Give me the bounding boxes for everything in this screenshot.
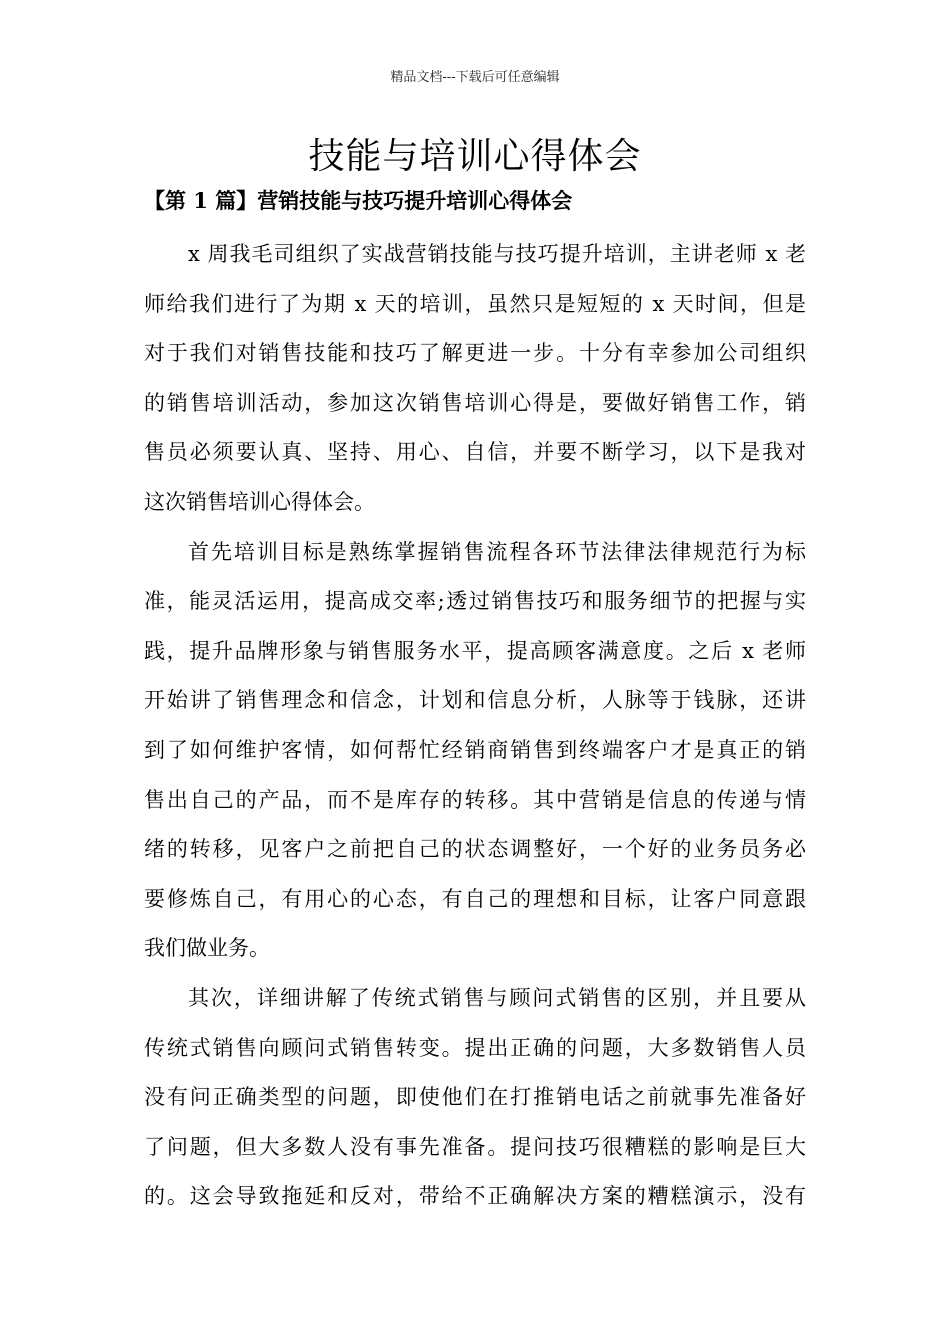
paragraph-1 [144,230,806,528]
text-line: 了问题，但大多数人没有事先准备。提问技巧很糟糕的影响是巨大 [144,1134,806,1159]
text-line: 传统式销售向顾问式销售转变。提出正确的问题，大多数销售人员 [144,1035,806,1060]
text-line: 对于我们对销售技能和技巧了解更进一步。十分有幸参加公司组织 [144,341,806,366]
header-note: 精品文档---下载后可任意编辑 [390,70,560,85]
text-line: 践，提升品牌形象与销售服务水平，提高顾客满意度。之后 x 老师 [144,638,806,663]
text-line: 的销售培训活动，参加这次销售培训心得是，要做好销售工作，销 [144,390,806,415]
document-body [144,230,806,1222]
text-line: 我们做业务。 [144,936,270,961]
text-line: 首先培训目标是熟练掌握销售流程各环节法律法律规范行为标 [188,539,806,564]
text-line: 这次销售培训心得体会。 [144,489,375,514]
text-line: 准，能灵活运用，提高成交率;透过销售技巧和服务细节的把握与实 [144,589,806,614]
text-line: x 周我毛司组织了实战营销技能与技巧提升培训，主讲老师 x 老 [188,242,806,266]
text-line: 售出自己的产品，而不是库存的转移。其中营销是信息的传递与情 [144,787,806,812]
text-line: 开始讲了销售理念和信念，计划和信息分析，人脉等于钱脉，还讲 [144,688,806,713]
section-heading: 【第 1 篇】营销技能与技巧提升培训心得体会 [144,188,573,213]
text-line: 师给我们进行了为期 x 天的培训，虽然只是短短的 x 天时间，但是 [144,291,806,316]
text-line: 售员必须要认真、坚持、用心、自信，并要不断学习，以下是我对 [144,440,806,465]
text-line: 其次，详细讲解了传统式销售与顾问式销售的区别，并且要从 [188,985,806,1010]
paragraph-3 [144,974,806,1222]
text-line: 到了如何维护客情，如何帮忙经销商销售到终端客户才是真正的销 [144,737,806,762]
text-line: 要修炼自己，有用心的心态，有自己的理想和目标，让客户同意跟 [144,886,806,911]
text-line: 的。这会导致拖延和反对，带给不正确解决方案的糟糕演示，没有 [144,1184,806,1209]
text-line: 没有问正确类型的问题，即使他们在打推销电话之前就事先准备好 [144,1085,806,1110]
text-line: 绪的转移，见客户之前把自己的状态调整好，一个好的业务员务必 [144,837,806,862]
document-title: 技能与培训心得体会 [308,136,642,177]
paragraph-2 [144,528,806,974]
